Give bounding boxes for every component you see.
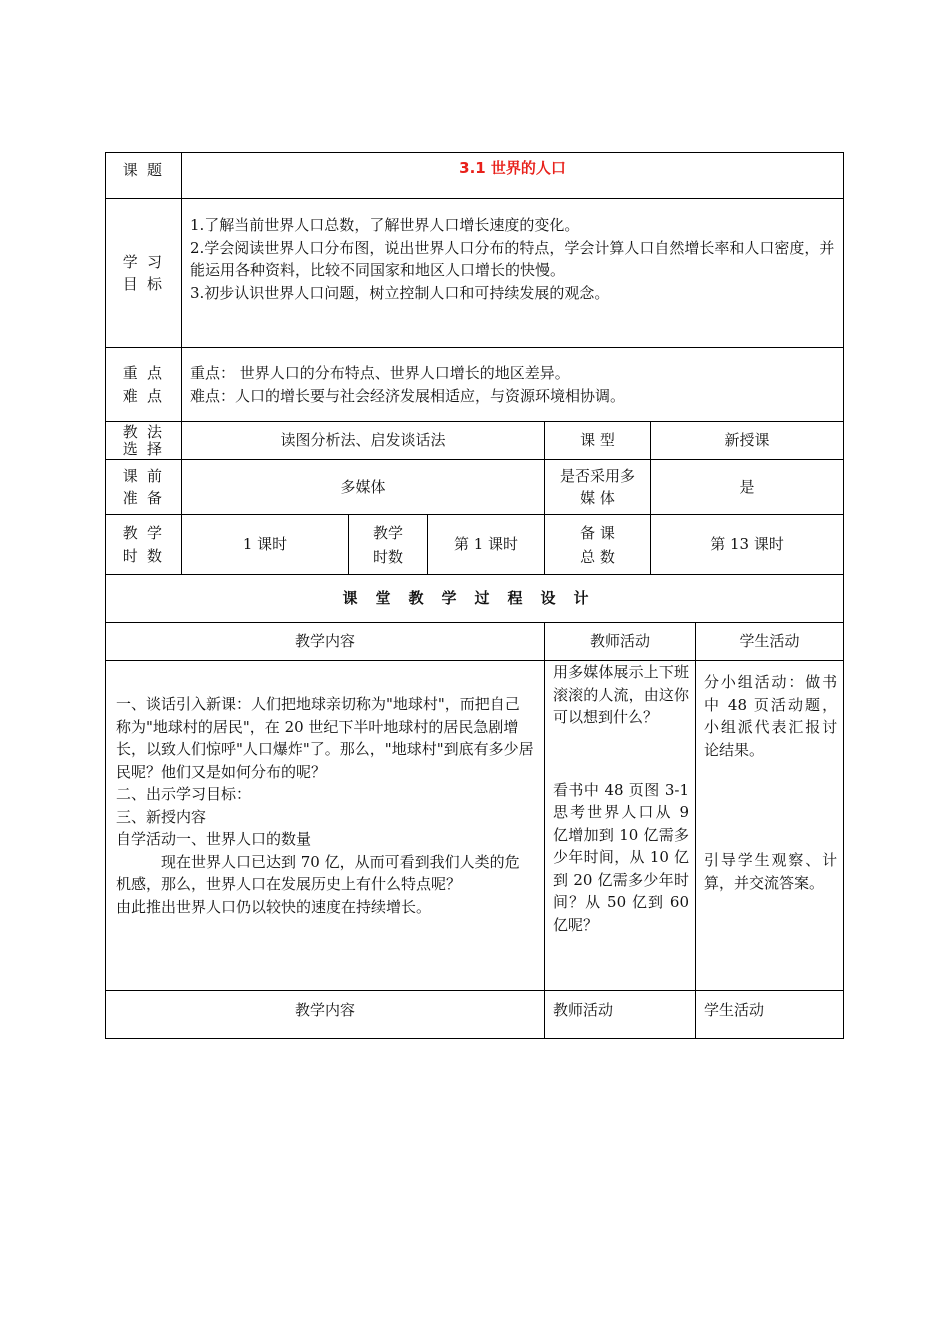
student-activity-2: 引导学生观察、计算，并交流答案。 [704, 851, 838, 892]
design-body-row [106, 661, 844, 991]
method-row [106, 422, 844, 460]
prep-row [106, 460, 844, 515]
design-header-row [106, 623, 844, 661]
student-activity [696, 661, 844, 991]
goals-content [182, 199, 844, 348]
design-footer-row [106, 991, 844, 1039]
prep-value: 多媒体 [182, 460, 545, 515]
hours-sub-value: 第 1 课时 [428, 515, 545, 575]
content-paragraph: 二、出示学习目标： [116, 785, 252, 803]
total-hours-label-line-2: 总 数 [580, 547, 615, 566]
student-activity-1: 分小组活动：做书中 48 页活动题，小组派代表汇报讨论结果。 [704, 673, 838, 759]
difficult-point: 难点：人口的增长要与社会经济发展相适应，与资源环境相协调。 [190, 386, 626, 405]
total-hours-label [545, 515, 651, 575]
topic-row [106, 153, 844, 199]
keypoints-content [182, 348, 844, 422]
teacher-activity-1: 用多媒体展示上下班滚滚的人流，由这你可以想到什么？ [553, 663, 689, 726]
prep-label [106, 460, 182, 515]
design-title-row [106, 575, 844, 623]
content-paragraph: 现在世界人口已达到 70 亿，从而可看到我们人类的危机感，那么，世界人口在发展历史上有什么特点呢？ [116, 852, 520, 893]
key-point: 重点： 世界人口的分布特点、世界人口增长的地区差异。 [190, 364, 570, 382]
teaching-content [106, 661, 545, 991]
hours-sub-label [349, 515, 428, 575]
hours-row [106, 515, 844, 575]
footer-header-student: 学生活动 [696, 991, 844, 1039]
multimedia-label-line-1: 是否采用多 [559, 466, 635, 485]
hours-label-line-2: 时 数 [122, 546, 165, 565]
column-header-content: 教学内容 [106, 623, 545, 661]
hours-label-line-1: 教 学 [122, 524, 165, 542]
lesson-plan-table [105, 152, 844, 1039]
prep-label-line-1: 课 前 [122, 466, 165, 485]
content-paragraph: 三、新授内容 [116, 807, 207, 826]
topic-title: 3.1 世界的人口 [182, 153, 844, 199]
topic-label: 课 题 [106, 153, 182, 199]
goal-item: 3.初步认识世界人口问题，树立控制人口和可持续发展的观念。 [190, 283, 610, 302]
goals-label-line-2: 目 标 [122, 275, 165, 293]
lesson-type-value: 新授课 [651, 422, 844, 460]
hours-label [106, 515, 182, 575]
keypoints-label-line-2: 难 点 [122, 386, 165, 405]
footer-header-content: 教学内容 [106, 991, 545, 1039]
teacher-activity-2: 看书中 48 页图 3-1 思考世界人口从 9 亿增加到 10 亿需多少年时间，从 10 亿到 20 亿需多少年时间？从 50 亿到 60 亿呢？ [553, 780, 689, 934]
design-title: 课堂教学过程设计 [106, 575, 844, 623]
total-hours-label-line-1: 备 课 [580, 523, 615, 542]
method-label-line-2: 选 择 [122, 439, 165, 458]
content-paragraph: 一、谈话引入新课：人们把地球亲切称为"地球村"，而把自己称为"地球村的居民"，在 20 世纪下半叶地球村的居民急剧增长，以致人们惊呼"人口爆炸"了。那么，"地球村"到底有多少居民呢？他们又是如何分布的呢？ [116, 695, 534, 781]
goal-item: 1.了解当前世界人口总数，了解世界人口增长速度的变化。 [190, 216, 580, 234]
prep-label-line-2: 准 备 [122, 489, 165, 507]
column-header-teacher: 教师活动 [545, 623, 696, 661]
keypoints-label [106, 348, 182, 422]
content-paragraph: 由此推出世界人口仍以较快的速度在持续增长。 [116, 897, 432, 916]
method-value: 读图分析法、启发谈话法 [182, 422, 545, 460]
hours-sub-label-line-2: 时数 [372, 547, 403, 566]
hours-value: 1 课时 [182, 515, 349, 575]
method-label [106, 422, 182, 460]
keypoints-label-line-1: 重 点 [122, 364, 165, 382]
goals-row [106, 199, 844, 348]
goals-label-line-1: 学 习 [122, 252, 165, 271]
column-header-student: 学生活动 [696, 623, 844, 661]
multimedia-label [545, 460, 651, 515]
hours-sub-label-line-1: 教学 [372, 523, 403, 542]
goals-label [106, 199, 182, 348]
footer-header-teacher: 教师活动 [545, 991, 696, 1039]
content-paragraph: 自学活动一、世界人口的数量 [116, 830, 312, 848]
multimedia-label-line-2: 媒 体 [580, 489, 615, 507]
multimedia-value: 是 [651, 460, 844, 515]
goal-item: 2.学会阅读世界人口分布图，说出世界人口分布的特点，学会计算人口自然增长率和人口密度，并能运用各种资料，比较不同国家和地区人口增长的快慢。 [190, 238, 835, 279]
total-hours-value: 第 13 课时 [651, 515, 844, 575]
keypoints-row [106, 348, 844, 422]
teacher-activity [545, 661, 696, 991]
method-label-line-1: 教 法 [122, 423, 165, 441]
lesson-type-label: 课 型 [545, 422, 651, 460]
